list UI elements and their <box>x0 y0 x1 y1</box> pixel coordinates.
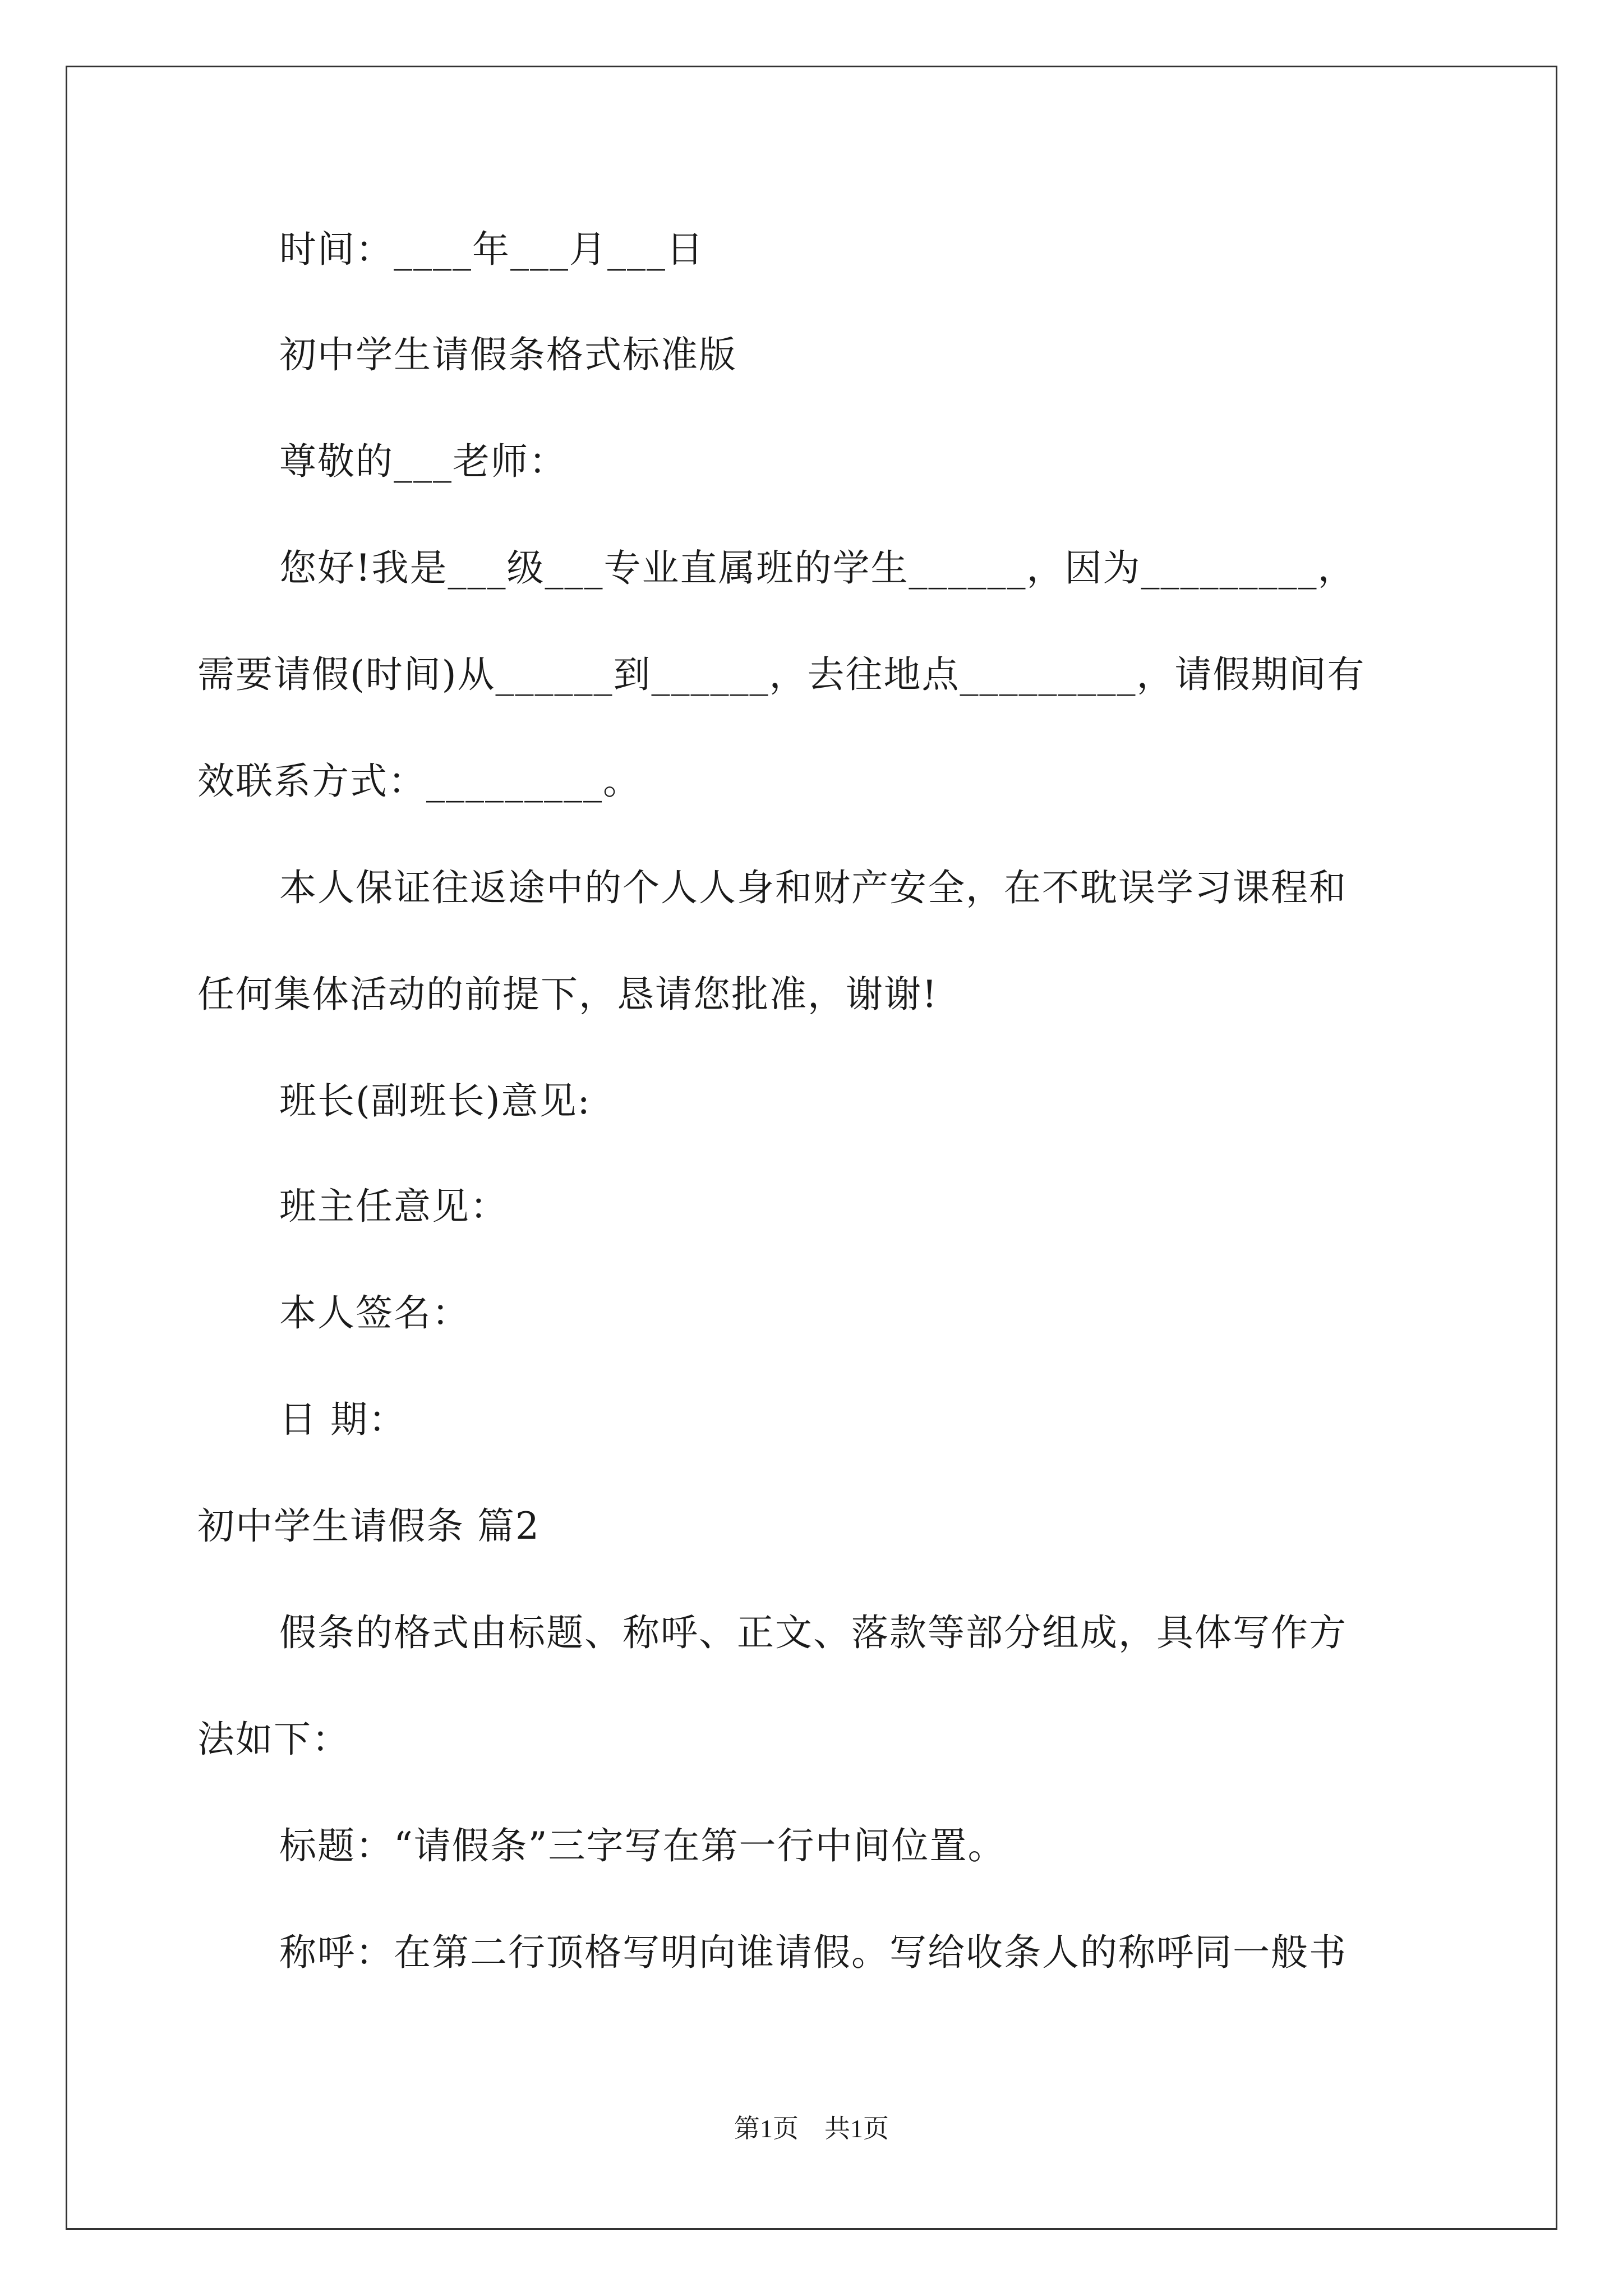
date-field: 日 期： <box>279 1398 407 1441</box>
body-line-1: 您好!我是___级___专业直属班的学生______，因为_________， <box>279 546 1356 590</box>
date-line: 时间：____年___月___日 <box>279 228 704 271</box>
salutation-rule: 称呼：在第二行顶格写明向谁请假。写给收条人的称呼同一般书 <box>279 1931 1347 1974</box>
body-line-3: 效联系方式：_________。 <box>197 760 641 803</box>
page-border <box>66 66 1557 2230</box>
pledge-line-2: 任何集体活动的前提下，恳请您批准，谢谢! <box>197 973 938 1016</box>
page-footer: 第1页 共1页 <box>734 2114 889 2143</box>
format-line-1: 假条的格式由标题、称呼、正文、落款等部分组成，具体写作方 <box>279 1611 1347 1654</box>
head-teacher-opinion: 班主任意见： <box>279 1185 508 1228</box>
template-title: 初中学生请假条格式标准版 <box>279 333 737 376</box>
section-heading: 初中学生请假条 篇2 <box>197 1504 540 1548</box>
format-line-2: 法如下： <box>197 1718 350 1761</box>
pledge-line-1: 本人保证往返途中的个人人身和财产安全，在不耽误学习课程和 <box>279 866 1347 909</box>
signature-line: 本人签名： <box>279 1291 470 1335</box>
body-line-2: 需要请假(时间)从______到______，去往地点_________，请假期间有 <box>197 653 1366 696</box>
title-rule: 标题：“请假条”三字写在第一行中间位置。 <box>279 1824 1006 1867</box>
salutation: 尊敬的___老师： <box>279 440 567 483</box>
monitor-opinion: 班长(副班长)意见: <box>279 1079 591 1122</box>
